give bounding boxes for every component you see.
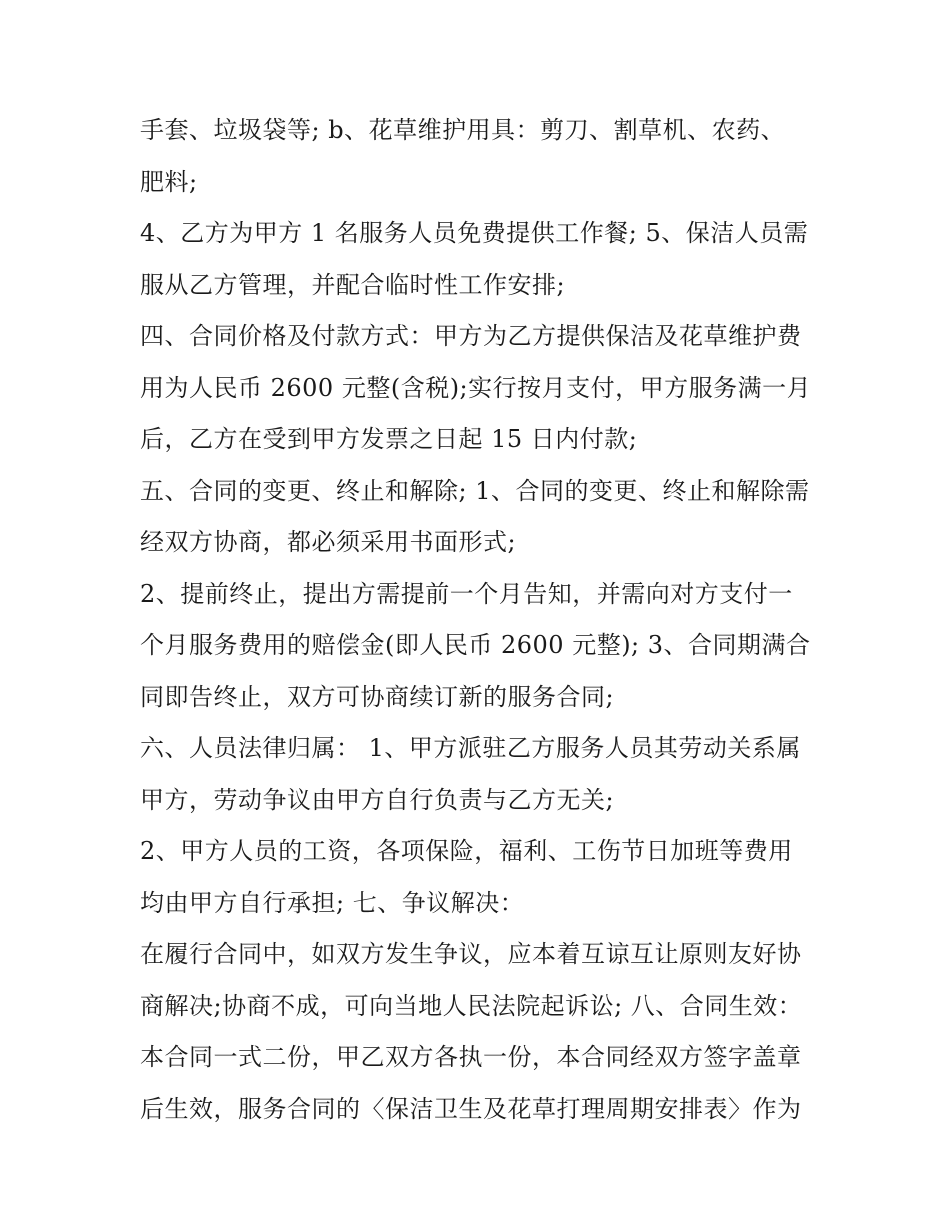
text-line: 经双方协商，都必须采用书面形式; — [140, 528, 517, 556]
text-line: 4、乙方为甲方 1 名服务人员免费提供工作餐; 5、保洁人员需 — [140, 219, 809, 247]
contract-body-text — [140, 105, 820, 1135]
text-line: 六、人员法律归属： 1、甲方派驻乙方服务人员其劳动关系属 — [140, 734, 801, 762]
text-line: 商解决;协商不成，可向当地人民法院起诉讼; 八、合同生效： — [140, 991, 803, 1020]
text-line: 2、提前终止，提出方需提前一个月告知，并需向对方支付一 — [140, 579, 793, 608]
text-line: 用为人民币 2600 元整(含税);实行按月支付，甲方服务满一月 — [140, 373, 812, 402]
text-line: 后，乙方在受到甲方发票之日起 15 日内付款; — [140, 425, 638, 453]
text-line: 本合同一式二份，甲乙双方各执一份，本合同经双方签字盖章 — [140, 1043, 802, 1071]
text-line: 均由甲方自行承担; 七、争议解决： — [140, 888, 525, 917]
text-line: 同即告终止，双方可协商续订新的服务合同; — [140, 682, 615, 711]
text-line: 肥料; — [140, 167, 198, 196]
text-line: 甲方，劳动争议由甲方自行负责与乙方无关; — [140, 785, 615, 814]
text-line: 手套、垃圾袋等; b、花草维护用具：剪刀、割草机、农药、 — [140, 116, 786, 144]
text-line: 服从乙方管理，并配合临时性工作安排; — [140, 270, 566, 299]
text-line: 2、甲方人员的工资，各项保险，福利、工伤节日加班等费用 — [140, 837, 793, 865]
text-line: 后生效，服务合同的〈保洁卫生及花草打理周期安排表〉作为 — [140, 1094, 802, 1123]
text-line: 在履行合同中，如双方发生争议，应本着互谅互让原则友好协 — [140, 940, 802, 968]
text-line: 个月服务费用的赔偿金(即人民币 2600 元整); 3、合同期满合 — [140, 631, 811, 659]
text-line: 五、合同的变更、终止和解除; 1、合同的变更、终止和解除需 — [140, 476, 810, 505]
text-line: 四、合同价格及付款方式：甲方为乙方提供保洁及花草维护费 — [140, 322, 802, 350]
